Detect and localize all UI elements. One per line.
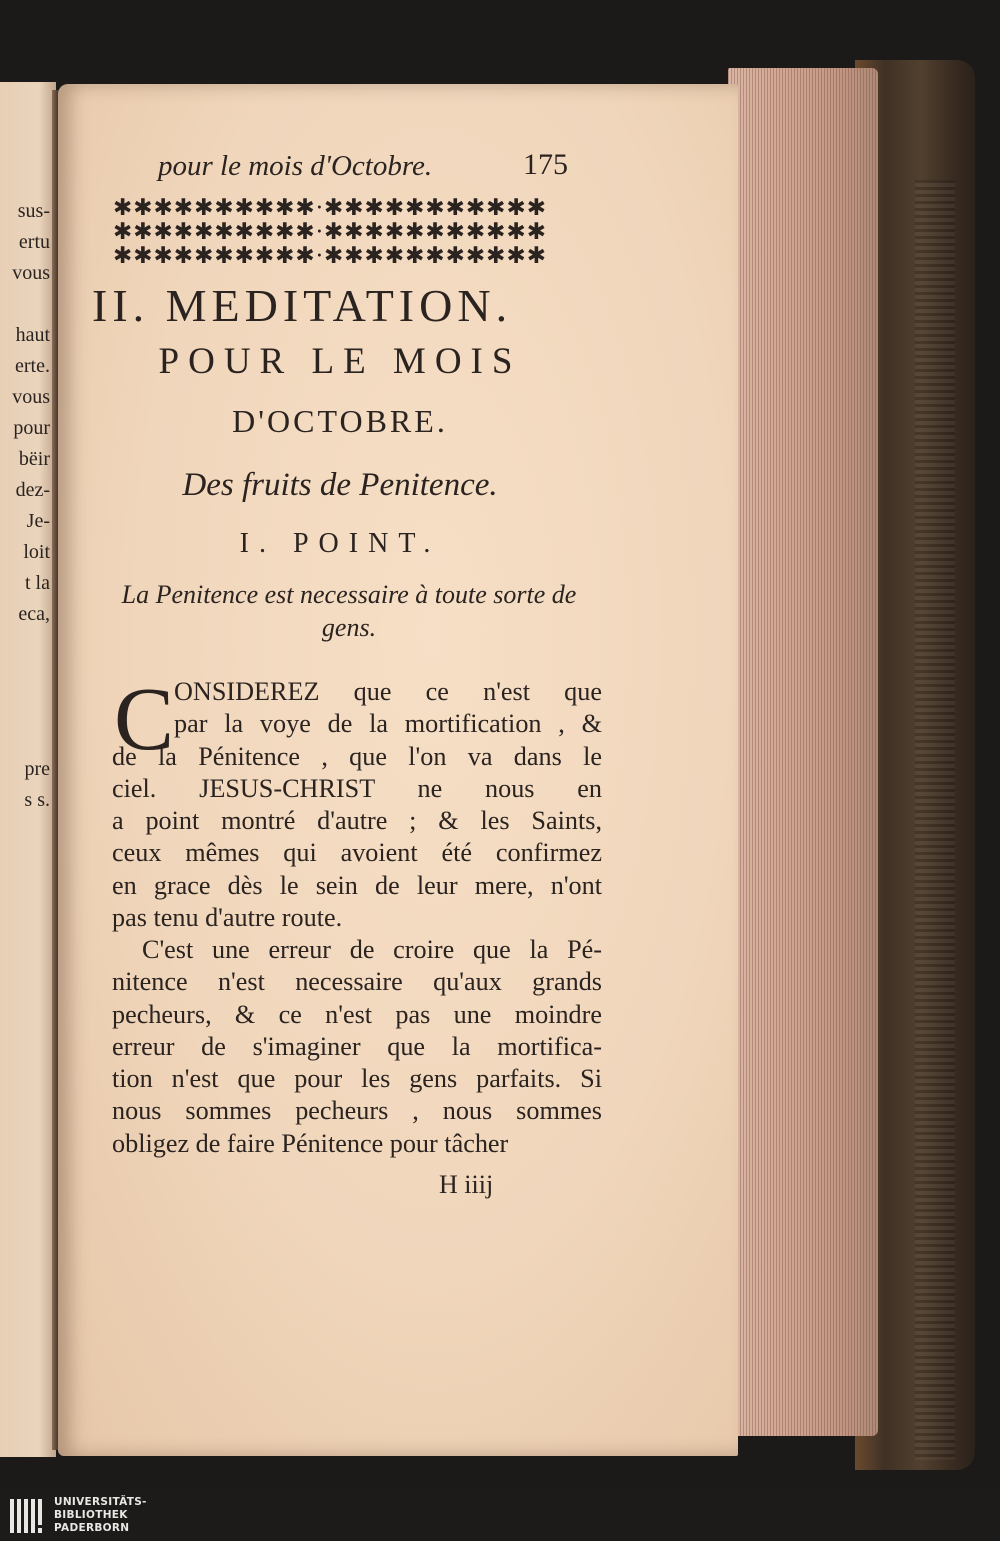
heading-month: D'OCTOBRE. [232,403,448,439]
ornament-row: ✱✱✱✱✱✱✱✱✱✱·✱✱✱✱✱✱✱✱✱✱✱ [112,196,547,221]
left-page-text-fragments [2,196,50,816]
left-page-fragment: vous [12,262,50,284]
text-line: nitence n'est necessaire qu'aux grands [112,967,602,997]
text-line: tion n'est que pour les gens parfaits. Si [112,1064,602,1094]
text-line: de la Pénitence , que l'on va dans le [112,741,602,771]
decorative-ornament-band [96,196,564,268]
text-line: en grace dès le sein de leur mere, n'ont [112,870,602,900]
left-page-fragment: sus- [17,200,50,222]
library-name-line: BIBLIOTHEK [54,1509,128,1521]
left-page-fragment: s s. [24,789,50,811]
left-page-fragment: eca, [18,603,50,625]
left-page-fragment: pour [13,417,50,439]
left-page-fragment: ertu [18,231,50,253]
text-line: a point montré d'autre ; & les Saints, [112,806,602,836]
text-line: nous sommes pecheurs , nous sommes [112,1096,602,1126]
left-page-fragment: pre [24,758,50,780]
left-page-fragment [2,289,50,320]
text-line: ONSIDEREZ que ce n'est que [174,677,602,706]
text-line: erreur de s'imaginer que la mortifica- [112,1031,602,1061]
page-fore-edge [728,68,878,1436]
ornament-row: ✱✱✱✱✱✱✱✱✱✱·✱✱✱✱✱✱✱✱✱✱✱ [112,243,547,268]
paragraph-2 [112,934,602,1160]
paragraph-1 [112,670,602,934]
text-line: ciel. JESUS-CHRIST ne nous en [112,773,602,803]
text-line: ceux mêmes qui avoient été confirmez [112,838,602,868]
text-line: par la voye de la mortification , & [174,709,602,739]
meditation-heading: II. MEDITATION. [92,280,513,331]
left-page-fragment: Je- [26,510,50,532]
left-page-fragment [2,630,50,661]
signature-mark: H iiij [439,1170,494,1199]
left-page-fragment: t la [25,572,50,594]
left-page-fragment: loit [23,541,50,563]
text-line: pas tenu d'autre route. [112,903,343,933]
running-head-title: pour le mois d'Octobre. [158,150,433,182]
statement-line: La Penitence est necessaire à toute sorte de [121,580,577,609]
left-page-fragment [2,723,50,754]
library-name-line: UNIVERSITÄTS- [54,1496,147,1508]
meditation-subtitle: Des fruits de Penitence. [182,467,498,503]
library-logo-icon [10,1495,48,1537]
left-page-fragment [2,692,50,723]
library-name-line: PADERBORN [54,1522,130,1534]
text-line: obligez de faire Pénitence pour tâcher [112,1128,509,1158]
left-page-fragment: bëir [18,448,50,470]
left-page-fragment [2,661,50,692]
text-line: C'est une erreur de croire que la Pé- [142,935,602,964]
library-footer [0,1490,1000,1541]
statement-line: gens. [321,613,377,642]
text-line: pecheurs, & ce n'est pas une moindre [112,999,602,1029]
left-page-fragment: erte. [15,355,50,377]
point-heading: I. POINT. [239,528,441,559]
left-page-fragment: haut [15,324,50,346]
ornament-row: ✱✱✱✱✱✱✱✱✱✱·✱✱✱✱✱✱✱✱✱✱✱ [112,219,547,245]
drop-cap-letter: C [114,670,175,769]
left-page-fragment: vous [12,386,50,408]
point-statement [104,578,594,644]
page-number: 175 [523,148,568,181]
left-page-fragment: dez- [15,479,50,501]
library-name [54,1496,147,1535]
heading-pour-le-mois: POUR LE MOIS [158,341,522,382]
